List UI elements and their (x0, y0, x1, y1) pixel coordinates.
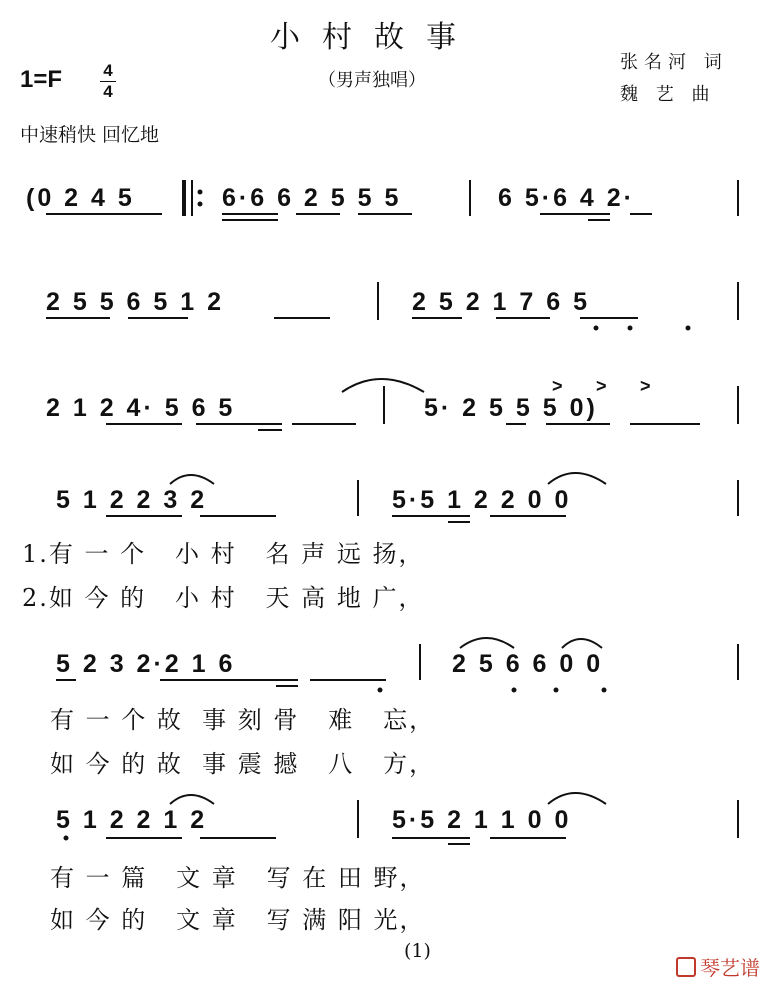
notes-1c: 6 5·6 4 2· (498, 184, 636, 212)
notes-1a: (0 2 4 5 (26, 184, 135, 212)
lyric-verse2-line3: 如 今 的 文 章 写 满 阳 光， (50, 906, 426, 934)
notes-6a: 5 1 2 2 1 2 (56, 806, 208, 834)
key-signature: 1=F (20, 66, 63, 93)
notes-6b: 5·5 2 1 1 0 0 (392, 806, 572, 834)
svg-text:>: > (640, 376, 651, 396)
song-subtitle: （男声独唱） (318, 70, 426, 91)
time-signature-top: 4 (103, 61, 113, 80)
music-note-icon (676, 957, 696, 977)
lyricist-credit: 张名河 词 (620, 52, 728, 73)
notes-5a: 5 2 3 2·2 1 6 (56, 650, 236, 678)
watermark-logo (676, 952, 760, 981)
time-signature-bottom: 4 (103, 82, 113, 101)
notes-4b: 5·5 1 2 2 0 0 (392, 486, 572, 514)
notes-2b: 2 5 2 1 7 6 5 (412, 288, 591, 316)
composer-credit: 魏 艺 曲 (620, 84, 716, 105)
lyric-verse1-line2: 有 一 个 故 事 刻 骨 难 忘， (50, 706, 436, 734)
lyric-verse1-line1: 1.有 一 个 小 村 名 声 远 扬， (22, 540, 425, 568)
notes-3b: 5· 2 5 5 5 0) (424, 394, 598, 422)
notes-2a: 2 5 5 6 5 1 2 (46, 288, 225, 316)
svg-text:>: > (596, 376, 607, 396)
lyric-verse2-line1: 2.如 今 的 小 村 天 高 地 广， (22, 584, 425, 612)
notes-5b: 2 5 6 6 0 0 (452, 650, 604, 678)
page-number: (1) (404, 940, 431, 962)
lyric-verse1-line3: 有 一 篇 文 章 写 在 田 野， (50, 864, 426, 892)
song-title: 小村故事 (270, 20, 478, 55)
notes-4a: 5 1 2 2 3 2 (56, 486, 208, 514)
notes-3a: 2 1 2 4· 5 6 5 (46, 394, 236, 422)
watermark-text: 琴艺谱 (700, 956, 760, 980)
notes-1b: 6·6 6 2 5 5 5 (222, 184, 402, 212)
svg-text:>: > (552, 376, 563, 396)
tempo-marking: 中速稍快 回忆地 (20, 124, 160, 146)
lyric-verse2-line2: 如 今 的 故 事 震 撼 八 方， (50, 750, 436, 778)
